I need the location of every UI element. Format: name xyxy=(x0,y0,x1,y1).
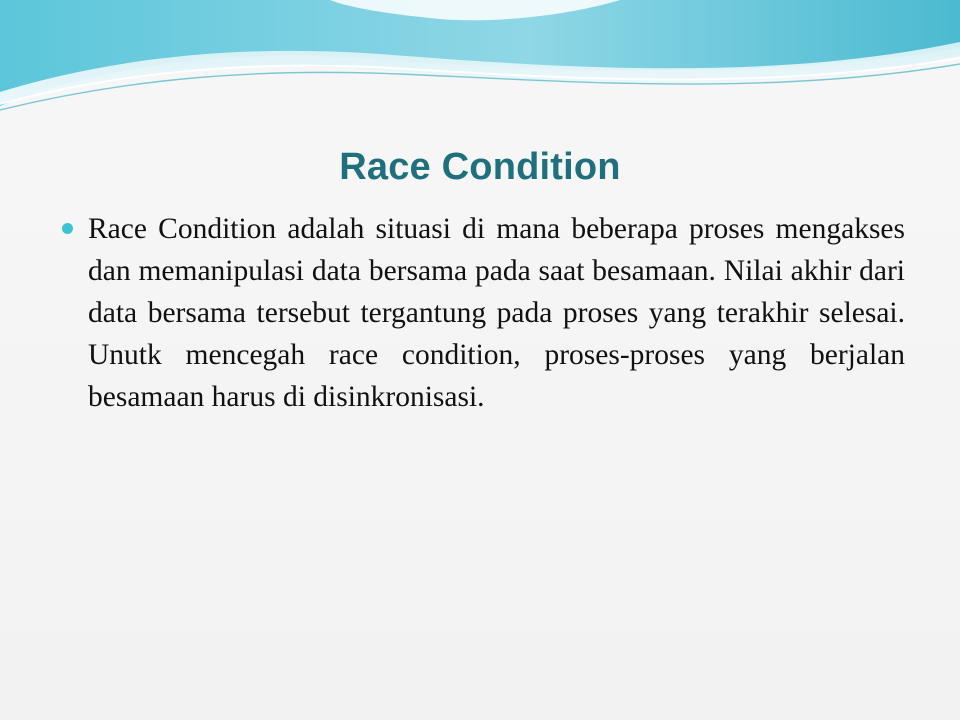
bullet-text: Race Condition adalah situasi di mana beberapa proses mengakses dan memanipulasi data bersama pada saat besamaan. Nilai akhir dari data bersama tersebut tergantung pada proses yang terakhir selesai. Unutk mencegah race condition, proses-proses yang berjalan besamaan harus di disinkronisasi. xyxy=(88,213,905,413)
slide-title: Race Condition xyxy=(339,146,621,188)
bullet-item xyxy=(62,208,905,418)
bullet-dot-icon xyxy=(62,223,73,234)
slide-body xyxy=(62,208,905,418)
header-wave-decoration xyxy=(0,0,960,140)
